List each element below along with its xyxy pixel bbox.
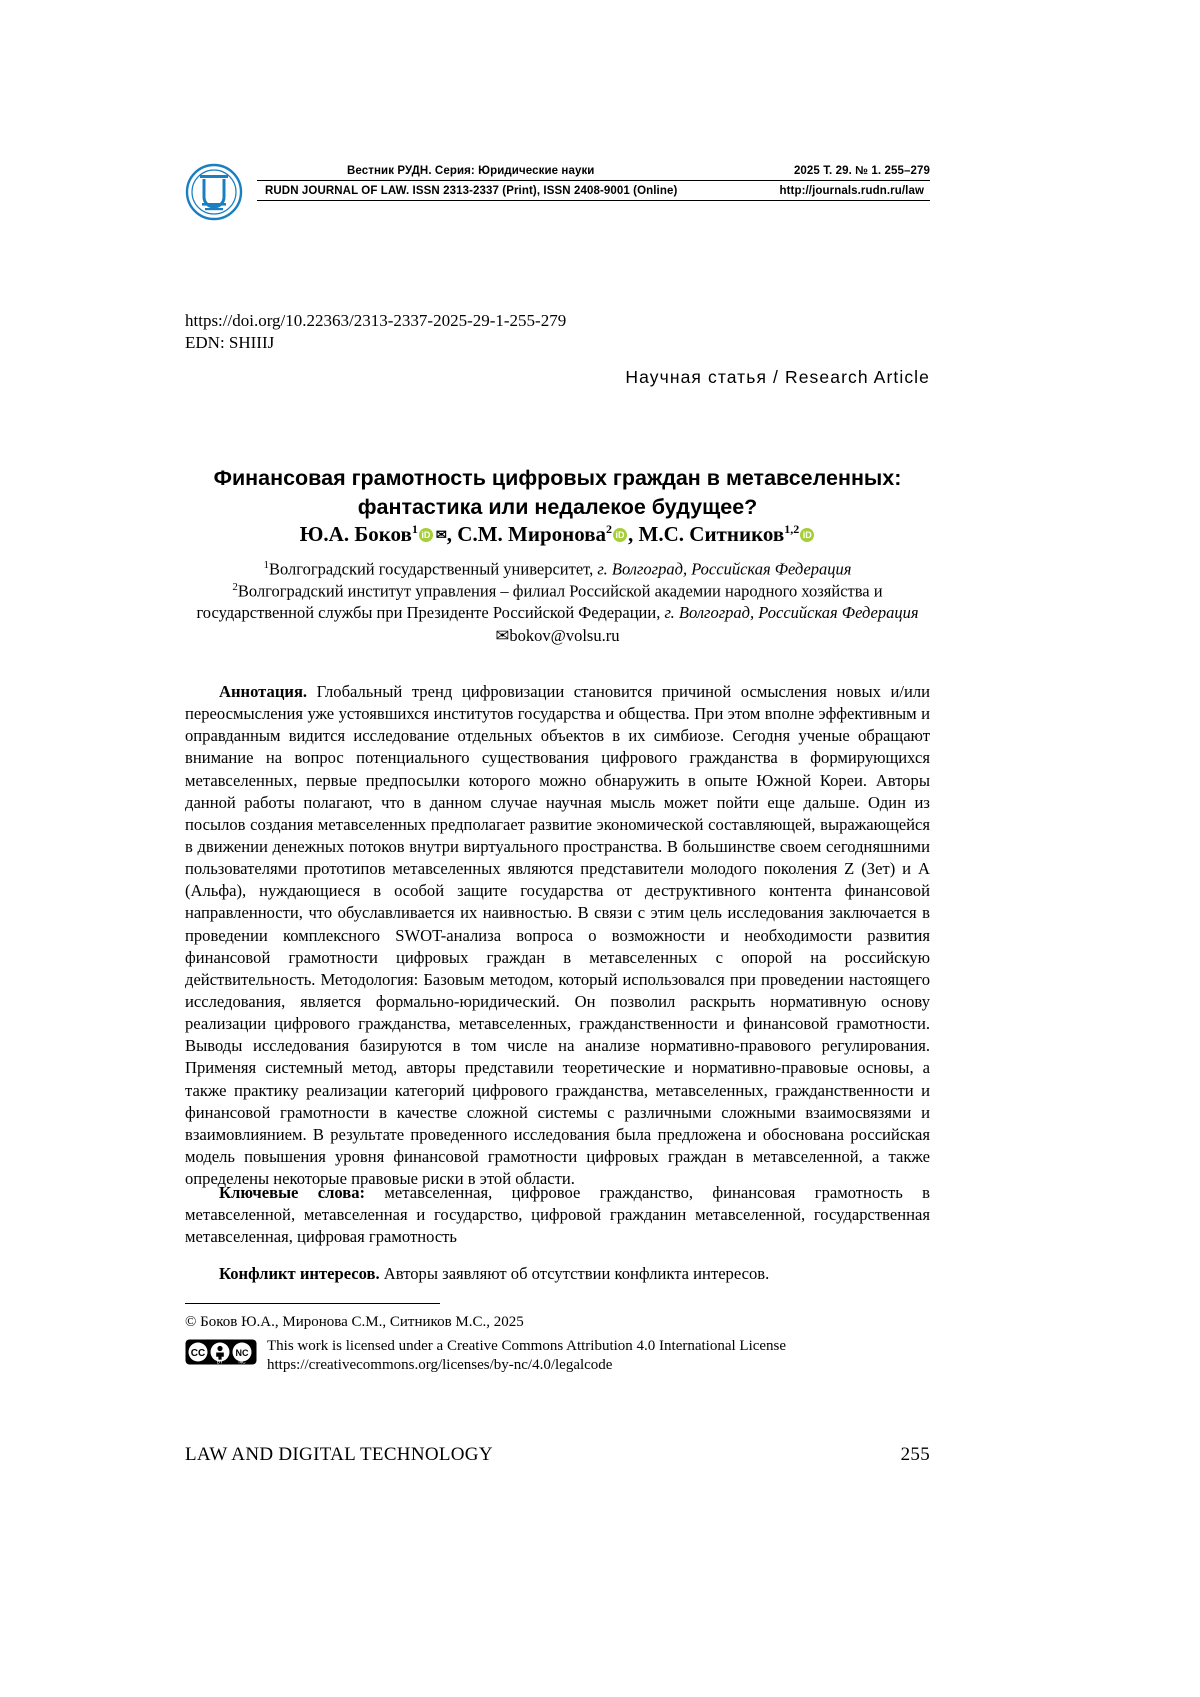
orcid-icon[interactable]: iD [800,528,814,542]
author-1-name: Ю.А. Боков [299,522,412,546]
conflict-section [185,1263,930,1285]
creative-commons-icon[interactable] [185,1339,257,1365]
email-address[interactable]: bokov@volsu.ru [509,626,620,646]
author-3 [639,522,816,546]
author-1-affil-marker: 1 [411,522,418,536]
identifiers [185,310,566,355]
article-type-wrap [185,367,930,388]
license-line-1: This work is licensed under a Creative Commons Attribution 4.0 International License [267,1337,787,1354]
copyright-line: © Боков Ю.А., Миронова С.М., Ситников М.С., 2025 [185,1314,524,1330]
masthead-divider-bottom [257,200,930,201]
affiliation-2-marker: 2 [232,580,238,593]
masthead-text [257,165,930,205]
conflict-label: Конфликт интересов. [219,1264,380,1283]
affiliation-1 [185,558,930,580]
author-2-name: С.М. Миронова [457,522,607,546]
affiliation-1-plain: Волгоградский государственный университет, [269,559,598,579]
svg-text:CC: CC [190,1347,206,1359]
abstract-label: Аннотация. [219,682,308,701]
affiliation-2-plain: Волгоградский институт управления – филиал Российской академии народного хозяйства и государственной службы при Президенте Российской Федерации, [196,581,883,622]
edn-code: EDN: SHIIIJ [185,333,275,353]
keywords-section [185,1182,930,1248]
affiliations [185,558,930,647]
masthead-divider-top [257,180,930,181]
keywords-text: метавселенная, цифровое гражданство, финансовая грамотность в метавселенной, метавселенная и государство, цифровой гражданин метавселенной, государственная метавселенная, цифровая грамотность [185,1183,931,1247]
article-type: Научная статья / Research Article [625,367,930,387]
footer-section-title: LAW AND DIGITAL TECHNOLOGY [185,1444,493,1465]
affiliation-2 [185,580,930,623]
svg-text:BY: BY [216,1359,224,1365]
corresponding-email[interactable] [185,625,930,646]
orcid-icon[interactable]: iD [613,528,627,542]
journal-name-ru: Вестник РУДН. Серия: Юридические науки [347,165,595,177]
email-icon[interactable]: ✉ [435,527,447,542]
author-3-affil-marker: 1,2 [784,522,800,536]
abstract-text: Глобальный тренд цифровизации становится причиной осмысления новых и/или переосмысления уже устоявшихся институтов государства и общества. При этом вполне эффективным и оправданным видится исследование отдельных объектов в их симбиозе. Сегодня ученые обращают внимание на вопрос потенциального существования цифрового гражданства в формирующихся метавселенных, первые предпосылки которого можно обнаружить в опыте Южной Кореи. Авторы данной работы полагают, что в данном случае научная мысль может пойти еще дальше. Один из посылов создания метавселенных предполагает развитие экономической составляющей, выражающейся в движении денежных потоков внутри виртуального пространства. В большинстве своем сегодняшними пользователями прототипов метавселенных являются представители молодого поколения Z (Зет) и A (Альфа), нуждающиеся в особой защите государства от деструктивного контента финансовой направленности, что обуславливается их наивностью. В связи с этим цель исследования заключается в проведении комплексного SWOT-анализа вопроса о возможности и необходимости развития финансовой грамотности цифровых граждан в метавселенных с опорой на российскую действительность. Методология: Базовым методом, который использовался при проведении настоящего исследования, является формально-юридический. Он позволил раскрыть нормативную основу реализации цифрового гражданства, метавселенных, гражданственности и финансовой грамотности. Выводы исследования базируются в том числе на анализе нормативно-правового регулирования. Применяя системный метод, авторы представили теоретические и нормативно-правовые основы, а также практику реализации категорий цифрового гражданства, метавселенных, гражданственности и финансовой грамотности в качестве сложной системы с различными сложными взаимосвязями и взаимовлиянием. В результате проведенного исследования была предложена и обоснована российская модель повышения уровня финансовой грамотности цифровых граждан в метавселенной, а также определены некоторые правовые риски в этой области. [185,682,930,1189]
running-footer [185,1444,930,1466]
journal-logo-icon [185,163,243,221]
journal-name-en: RUDN JOURNAL OF LAW. ISSN 2313-2337 (Print), ISSN 2408-9001 (Online) [265,185,678,197]
author-list [185,521,930,548]
issue-info: 2025 Т. 29. № 1. 255–279 [793,165,930,177]
doi-link[interactable]: https://doi.org/10.22363/2313-2337-2025-29-1-255-279 [185,311,567,330]
svg-text:NC: NC [235,1347,249,1358]
author-3-name: М.С. Ситников [638,522,785,546]
page-title: Финансовая грамотность цифровых граждан в метавселенных: фантастика или недалекое будущее? [213,466,902,520]
footnote-section [185,1313,930,1376]
author-2-affil-marker: 2 [606,522,613,536]
keywords-label: Ключевые слова: [219,1183,366,1202]
affiliation-1-marker: 1 [263,559,269,571]
orcid-icon[interactable]: iD [419,528,433,542]
affiliation-2-italic: г. Волгоград, Российская Федерация [664,602,919,622]
page-number: 255 [900,1444,930,1465]
masthead [185,163,930,235]
affiliation-1-italic: г. Волгоград, Российская Федерация [597,559,852,579]
author-2: С.М. Миронова$^2$ iD , [457,522,639,546]
author-1: Ю.А. Боков$^1$ iD ✉, [299,522,458,546]
journal-website[interactable]: http://journals.rudn.ru/law [779,185,924,197]
conflict-text: Авторы заявляют об отсутствии конфликта интересов. [379,1264,770,1283]
license-link[interactable]: https://creativecommons.org/licenses/by-nc/4.0/legalcode [267,1357,613,1374]
footnote-divider [185,1303,440,1304]
svg-text:NC: NC [238,1359,246,1365]
abstract-section [185,681,930,1190]
email-envelope-icon: ✉ [495,626,510,646]
